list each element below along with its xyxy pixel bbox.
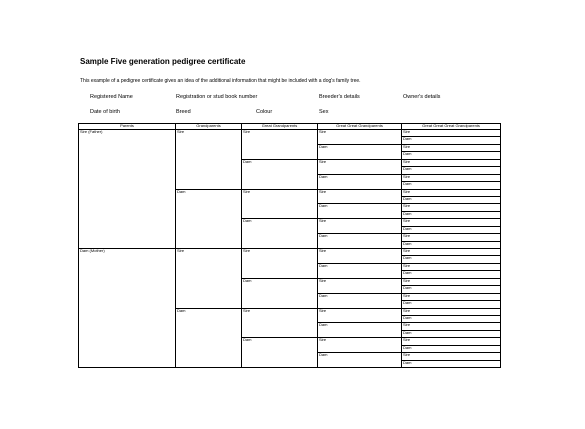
pedigree-table [78, 123, 501, 368]
great-great-great-grandparent-cell: Sire [402, 249, 501, 256]
breeders-details-label: Breeder's details [319, 94, 360, 100]
header-great-grandparents: Great Grandparents [242, 124, 318, 130]
great-grandparent-cell: Dam [242, 338, 318, 368]
registered-name-label: Registered Name [90, 94, 133, 100]
great-great-grandparent-cell: Sire [318, 219, 402, 234]
great-great-great-grandparent-cell: Sire [402, 204, 501, 211]
great-great-grandparent-cell: Dam [318, 234, 402, 249]
great-grandparent-cell: Sire [242, 249, 318, 279]
great-great-great-grandparent-cell: Dam [402, 211, 501, 218]
great-great-great-grandparent-cell: Sire [402, 338, 501, 345]
great-great-grandparent-cell: Dam [318, 174, 402, 189]
great-great-great-grandparent-cell: Dam [402, 226, 501, 233]
great-great-great-grandparent-cell: Sire [402, 219, 501, 226]
grandparent-cell: Dam [176, 308, 242, 368]
great-great-great-grandparent-cell: Sire [402, 353, 501, 360]
great-great-grandparent-cell: Sire [318, 338, 402, 353]
header-great-great-great-grandparents: Great Great Great Grandparents [402, 124, 501, 130]
great-great-grandparent-cell: Dam [318, 293, 402, 308]
great-great-great-grandparent-cell: Dam [402, 315, 501, 322]
great-great-grandparent-cell: Dam [318, 144, 402, 159]
great-great-great-grandparent-cell: Sire [402, 234, 501, 241]
great-great-great-grandparent-cell: Dam [402, 196, 501, 203]
grandparent-cell: Sire [176, 249, 242, 309]
parent-dam: Dam (Mother) [79, 249, 176, 368]
great-great-grandparent-cell: Sire [318, 278, 402, 293]
sex-label: Sex [319, 109, 329, 115]
great-great-grandparent-cell: Dam [318, 323, 402, 338]
great-great-great-grandparent-cell: Dam [402, 301, 501, 308]
great-great-grandparent-cell: Sire [318, 249, 402, 264]
great-great-great-grandparent-cell: Sire [402, 189, 501, 196]
great-great-grandparent-cell: Sire [318, 159, 402, 174]
header-great-great-grandparents: Great Great Grandparents [318, 124, 402, 130]
grandparent-cell: Sire [176, 130, 242, 190]
great-great-grandparent-cell: Dam [318, 263, 402, 278]
table-row [79, 130, 501, 137]
great-great-great-grandparent-cell: Dam [402, 241, 501, 248]
great-great-great-grandparent-cell: Dam [402, 286, 501, 293]
grandparent-cell: Dam [176, 189, 242, 249]
table-row [79, 249, 501, 256]
header-parents: Parents [79, 124, 176, 130]
great-great-grandparent-cell: Dam [318, 204, 402, 219]
great-great-grandparent-cell: Sire [318, 130, 402, 145]
great-great-great-grandparent-cell: Dam [402, 167, 501, 174]
great-great-great-grandparent-cell: Sire [402, 293, 501, 300]
great-great-great-grandparent-cell: Sire [402, 159, 501, 166]
great-great-grandparent-cell: Sire [318, 308, 402, 323]
great-grandparent-cell: Dam [242, 159, 318, 189]
great-great-great-grandparent-cell: Sire [402, 144, 501, 151]
great-great-great-grandparent-cell: Sire [402, 323, 501, 330]
great-great-great-grandparent-cell: Dam [402, 152, 501, 159]
great-great-great-grandparent-cell: Sire [402, 263, 501, 270]
pedigree-body [79, 130, 501, 368]
great-great-great-grandparent-cell: Sire [402, 308, 501, 315]
great-great-great-grandparent-cell: Dam [402, 137, 501, 144]
great-great-great-grandparent-cell: Dam [402, 256, 501, 263]
document-title: Sample Five generation pedigree certificate [80, 57, 246, 66]
colour-label: Colour [256, 109, 273, 115]
great-great-grandparent-cell: Dam [318, 353, 402, 368]
header-grandparents: Grandparents [176, 124, 242, 130]
great-great-great-grandparent-cell: Dam [402, 182, 501, 189]
great-great-great-grandparent-cell: Dam [402, 360, 501, 367]
great-great-great-grandparent-cell: Dam [402, 271, 501, 278]
great-great-great-grandparent-cell: Sire [402, 130, 501, 137]
great-grandparent-cell: Sire [242, 189, 318, 219]
breed-label: Breed [176, 109, 191, 115]
owners-details-label: Owner's details [403, 94, 441, 100]
great-grandparent-cell: Sire [242, 308, 318, 338]
great-great-great-grandparent-cell: Sire [402, 278, 501, 285]
great-grandparent-cell: Dam [242, 219, 318, 249]
great-great-grandparent-cell: Sire [318, 189, 402, 204]
parent-sire: Sire (Father) [79, 130, 176, 249]
date-of-birth-label: Date of birth [90, 109, 120, 115]
intro-text: This example of a pedigree certificate gives an idea of the additional information that might be included with a dog's family tree. [80, 78, 361, 84]
great-great-great-grandparent-cell: Dam [402, 345, 501, 352]
great-great-great-grandparent-cell: Dam [402, 330, 501, 337]
registration-label: Registration or stud book number [176, 94, 258, 100]
great-grandparent-cell: Sire [242, 130, 318, 160]
great-grandparent-cell: Dam [242, 278, 318, 308]
great-great-great-grandparent-cell: Sire [402, 174, 501, 181]
